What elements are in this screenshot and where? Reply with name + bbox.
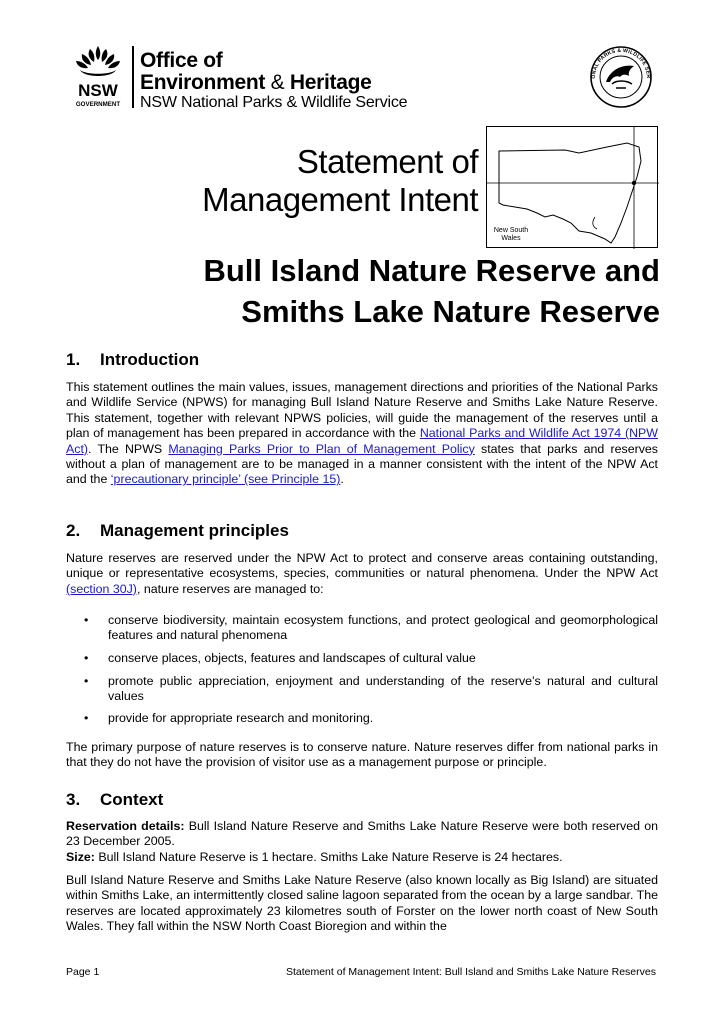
- list-item: • provide for appropriate research and monitoring.: [84, 711, 374, 725]
- reservation-details-paragraph: Reservation details: Bull Island Nature Reserve and Smiths Lake Nature Reserve were both reserved on 23 December 2005. Size: Bull Island Nature Reserve is 1 hectare. Smiths Lake Nature Reserve is 24 hectares.: [66, 819, 658, 864]
- org-name-line1: Office of: [140, 49, 223, 72]
- section-heading-context: 3. Context: [66, 790, 164, 809]
- svg-text:NSW: NSW: [78, 81, 118, 100]
- waratah-icon: [66, 44, 130, 110]
- npws-seal-logo: [582, 44, 660, 108]
- nsw-location-map: [486, 126, 658, 248]
- managing-parks-policy-link[interactable]: Managing Parks Prior to Plan of Management Policy: [168, 441, 475, 456]
- org-name-line3: NSW National Parks & Wildlife Service: [140, 94, 408, 111]
- section-heading-introduction: 1. Introduction: [66, 350, 200, 369]
- section-heading-management-principles: 2. Management principles: [66, 521, 289, 540]
- reserve-name-line1: Bull Island Nature Reserve and: [203, 253, 660, 288]
- reserve-name-line2: Smiths Lake Nature Reserve: [241, 294, 660, 329]
- management-principles-paragraph: Nature reserves are reserved under the NPW Act to protect and conserve areas containing outstanding, unique or representative ecosystems, species, communities or natural phenomena. Under the NPW Act (section 30J), nature reserves are managed to:: [66, 551, 658, 596]
- npw-act-link[interactable]: National Parks and Wildlife Act 1974 (NPW Act): [66, 426, 658, 456]
- list-item: • promote public appreciation, enjoyment and understanding of the reserve’s natural and cultural values: [84, 674, 658, 704]
- list-item: • conserve biodiversity, maintain ecosystem functions, and protect geological and geomorphological features and natural phenomena: [84, 613, 658, 643]
- footer-page-number: Page 1: [66, 966, 100, 978]
- nature-reserve-purpose-paragraph: The primary purpose of nature reserves is to conserve nature. Nature reserves differ from national parks in that they do not have the provision of visitor use as a management purpose or principle.: [66, 740, 658, 770]
- document-title-line1: Statement of: [296, 143, 478, 180]
- reserve-location-marker: [632, 181, 636, 185]
- document-title-line2: Management Intent: [202, 181, 478, 218]
- context-location-paragraph: Bull Island Nature Reserve and Smiths Lake Nature Reserve (also known locally as Big Island) are situated within Smiths Lake, an intermittently closed saline lagoon separated from the ocean by a large sandbar. The reserves are located approximately 23 kilometres south of Forster on the lower north coast of New South Wales. They fall within the NSW North Coast Bioregion and within the: [66, 873, 658, 934]
- svg-text:GOVERNMENT: GOVERNMENT: [75, 101, 121, 108]
- org-name-line2: Environment & Heritage: [140, 71, 372, 94]
- section-30j-link[interactable]: (section 30J): [66, 581, 137, 596]
- precautionary-principle-link[interactable]: ‘precautionary principle’ (see Principle 15): [110, 472, 341, 487]
- logo-divider: [132, 46, 134, 108]
- svg-text:NATIONAL PARKS & WILDLIFE SERV: ONAL PARKS & WILDLIFE SER: [590, 47, 652, 79]
- footer-document-title: Statement of Management Intent: Bull Island and Smiths Lake Nature Reserves: [285, 966, 656, 978]
- npws-seal-icon: [582, 44, 660, 108]
- map-label: New South Wales: [493, 227, 529, 242]
- list-item: • conserve places, objects, features and landscapes of cultural value: [84, 651, 476, 665]
- nsw-government-logo: [66, 44, 130, 110]
- introduction-paragraph: This statement outlines the main values, issues, management directions and priorities of the National Parks and Wildlife Service (NPWS) for managing Bull Island Nature Reserve and Smiths Lake Nature Reserve. This statement, together with relevant NPWS policies, will guide the management of the reserves until a plan of management has been prepared in accordance with the National Parks and Wildlife Act 1974 (NPW Act). The NPWS Managing Parks Prior to Plan of Management Policy states that parks and reserves without a plan of management are to be managed in a manner consistent with the intent of the NPW Act and the ‘precautionary principle’ (see Principle 15).: [66, 380, 658, 487]
